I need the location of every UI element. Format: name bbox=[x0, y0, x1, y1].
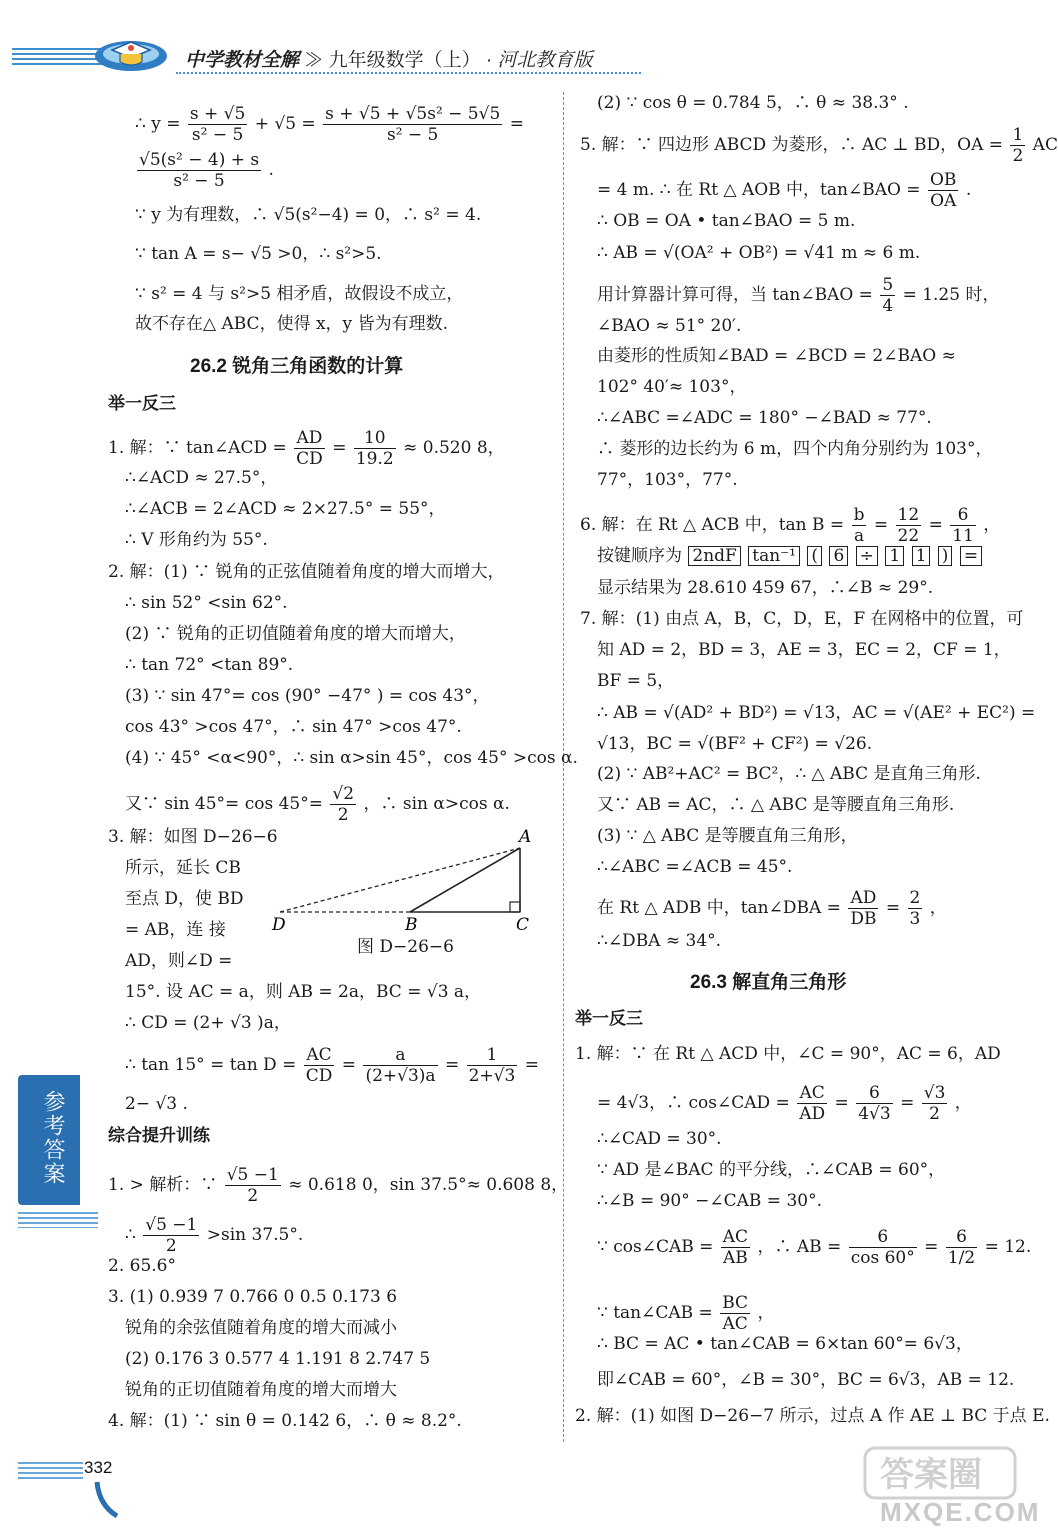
section-heading-26-2: 26.2 锐角三角函数的计算 bbox=[190, 356, 404, 377]
q2-line-2: ∴ sin 52° <sin 62°. bbox=[125, 593, 288, 613]
y-equation-cont: $\frac{\text{√5(s² − 4) + s}}{\text{s² − 5}}$ . bbox=[139, 150, 274, 191]
r-line-23: (3) ∵ △ ABC 是等腰直角三角形， bbox=[597, 826, 858, 846]
footer-stripes bbox=[18, 1462, 83, 1482]
page-number: 332 bbox=[84, 1458, 113, 1477]
label-d: D bbox=[272, 915, 286, 935]
r-line-14-keys: 按键顺序为 2ndF tan⁻¹ ( 6 ÷ 1 1 ) = bbox=[597, 545, 983, 567]
zh-line-8: 4. 解：(1) ∵ sin θ = 0.142 6，∴ θ ≈ 8.2°. bbox=[108, 1411, 462, 1431]
label-b: B bbox=[405, 915, 418, 935]
r-line-4: ∴ OB = OA • tan∠BAO = 5 m. bbox=[597, 211, 856, 231]
s-line-1: 1. 解：∵ 在 Rt △ ACD 中，∠C = 90°，AC = 6，AD bbox=[575, 1044, 1001, 1064]
r-line-13: 6. 解：在 Rt △ ACB 中，tan B = $\frac{b}{a}$ = $\frac{12}{22}$ = $\frac{6}{11}$ ， bbox=[580, 505, 1001, 546]
text-line: ∵ s² = 4 与 s²>5 相矛盾，故假设不成立， bbox=[135, 284, 464, 304]
page-header bbox=[0, 0, 1030, 80]
zh-line-6: (2) 0.176 3 0.577 4 1.191 8 2.747 5 bbox=[125, 1349, 431, 1369]
r-line-5: ∴ AB = √(OA² + OB²) = √41 m ≈ 6 m. bbox=[597, 243, 921, 263]
s-line-2: = 4√3，∴ cos∠CAD = $\frac{AC}{AD}$ = $\frac{6}{4√3}$ = $\frac{√3}{2}$ ， bbox=[597, 1083, 972, 1124]
s-line-5: ∴∠B = 90° −∠CAB = 30°. bbox=[597, 1191, 822, 1211]
r-line-21: (2) ∵ AB²+AC² = BC²，∴ △ ABC 是直角三角形. bbox=[597, 764, 981, 784]
q3-line-8: ∴ tan 15° = tan D = $\frac{AC}{CD}$ = $\frac{a}{(2+√3)a}$ = $\frac{1}{2+√3}$ = bbox=[125, 1045, 539, 1086]
key-6: 6 bbox=[829, 546, 848, 566]
key-divide: ÷ bbox=[856, 546, 878, 566]
q3-line-9: 2− √3 . bbox=[125, 1094, 188, 1114]
q2-line-4: ∴ tan 72° <tan 89°. bbox=[125, 655, 294, 675]
section-heading-26-3: 26.3 解直角三角形 bbox=[690, 972, 847, 993]
zh-line-5: 锐角的余弦值随着角度的增大而减小 bbox=[125, 1318, 397, 1338]
r-line-1: (2) ∵ cos θ = 0.784 5，∴ θ ≈ 38.3° . bbox=[597, 93, 909, 113]
key-close-paren: ) bbox=[938, 546, 953, 566]
q2-line-6: cos 43° >cos 47°，∴ sin 47° >cos 47°. bbox=[125, 717, 462, 737]
subheading-zhts: 综合提升训练 bbox=[108, 1126, 210, 1145]
r-line-6: 用计算器计算可得，当 tan∠BAO = $\frac{5}{4}$ = 1.25 时， bbox=[597, 275, 1000, 316]
key-1b: 1 bbox=[912, 546, 931, 566]
key-2ndf: 2ndF bbox=[688, 546, 740, 566]
text-line: 故不存在△ ABC，使得 x，y 皆为有理数. bbox=[135, 314, 448, 334]
r-line-16: 7. 解：(1) 由点 A，B，C，D，E，F 在网格中的位置，可 bbox=[580, 609, 1024, 629]
r-line-18: BF = 5， bbox=[597, 671, 675, 691]
r-line-10: ∴∠ABC =∠ADC = 180° −∠BAD ≈ 77°. bbox=[597, 408, 932, 428]
r-line-8: 由菱形的性质知∠BAD = ∠BCD = 2∠BAO ≈ bbox=[597, 346, 956, 366]
y-equation: ∴ y = $\frac{s + √5}{\text{s² − 5}}$ + √5 = $\frac{\text{s + √5 + √5s² − 5√5}}{\text{s² − 5}}$ = bbox=[135, 104, 524, 145]
key-open-paren: ( bbox=[807, 546, 822, 566]
s-line-7: ∵ tan∠CAB = $\frac{BC}{AC}$ ， bbox=[597, 1293, 775, 1334]
s-line-3: ∴∠CAD = 30°. bbox=[597, 1129, 722, 1149]
label-a: A bbox=[519, 827, 532, 847]
q3-line-3: 至点 D，使 BD bbox=[125, 889, 244, 909]
subheading-jyfs: 举一反三 bbox=[108, 394, 176, 413]
zh-line-4: 3. (1) 0.939 7 0.766 0 0.5 0.173 6 bbox=[108, 1287, 398, 1307]
key-equals: = bbox=[960, 546, 982, 566]
figure-caption: 图 D−26−6 bbox=[357, 937, 454, 957]
book-logo-icon bbox=[90, 30, 172, 74]
figure-d-26-6 bbox=[270, 826, 550, 936]
text-line: ∵ tan A = s− √5 >0，∴ s²>5. bbox=[135, 244, 382, 264]
s-line-4: ∵ AD 是∠BAC 的平分线，∴∠CAB = 60°， bbox=[597, 1160, 946, 1180]
q3-line-2: 所示，延长 CB bbox=[125, 858, 241, 878]
header-dotted-rule bbox=[176, 72, 641, 74]
q2-line-8: 又∵ sin 45°= cos 45°= $\frac{√2}{2}$ ，∴ sin α>cos α. bbox=[125, 784, 510, 825]
key-1a: 1 bbox=[885, 546, 904, 566]
q3-line-1: 3. 解：如图 D−26−6 bbox=[108, 827, 278, 847]
q3-line-5: AD，则∠D = bbox=[125, 951, 233, 971]
text-line: ∵ y 为有理数，∴ √5(s²−4) = 0，∴ s² = 4. bbox=[135, 205, 482, 225]
q1-line-4: ∴ V 形角约为 55°. bbox=[125, 530, 268, 550]
zh-line-7: 锐角的正切值随着角度的增大而增大 bbox=[125, 1380, 397, 1400]
r-line-2: 5. 解：∵ 四边形 ABCD 为菱形，∴ AC ⊥ BD，OA = $\frac{1}{2}$ AC bbox=[580, 125, 1058, 166]
r-line-9: 102° 40′≈ 103°， bbox=[597, 377, 747, 397]
svg-text:答案圈: 答案圈 bbox=[880, 1455, 982, 1495]
q2-line-7: (4) ∵ 45° <α<90°，∴ sin α>sin 45°，cos 45° >cos α. bbox=[125, 748, 578, 768]
q3-line-4: = AB，连 接 bbox=[125, 920, 226, 940]
s-line-9: 即∠CAB = 60°，∠B = 30°，BC = 6√3，AB = 12. bbox=[597, 1370, 1015, 1390]
q2-line-5: (3) ∵ sin 47°= cos (90° −47° ) = cos 43°， bbox=[125, 686, 490, 706]
r-line-26: ∴∠DBA ≈ 34°. bbox=[597, 931, 722, 951]
watermark-text: MXQE.COM bbox=[880, 1497, 1041, 1527]
zh-line-1: 1. > 解析：∵ $\frac{√5 -1}{2}$ ≈ 0.618 0，sin 37.5°≈ 0.608 8， bbox=[108, 1165, 569, 1206]
q1-line-2: ∴∠ACD ≈ 27.5°， bbox=[125, 468, 278, 488]
zh-line-3: 2. 65.6° bbox=[108, 1256, 176, 1276]
r-line-15: 显示结果为 28.610 459 67，∴∠B ≈ 29°. bbox=[597, 578, 934, 598]
r-line-7: ∠BAO ≈ 51° 20′. bbox=[597, 316, 742, 336]
q3-line-7: ∴ CD = (2+ √3 )a， bbox=[125, 1013, 291, 1033]
r-line-12: 77°，103°，77°. bbox=[597, 470, 738, 490]
r-line-3: = 4 m. ∴ 在 Rt △ AOB 中，tan∠BAO = $\frac{OB}{OA}$ . bbox=[597, 170, 972, 211]
q2-line-1: 2. 解：(1) ∵ 锐角的正弦值随着角度的增大而增大， bbox=[108, 562, 505, 582]
label-c: C bbox=[516, 915, 530, 935]
s-line-10: 2. 解：(1) 如图 D−26−7 所示，过点 A 作 AE ⊥ BC 于点 E. bbox=[575, 1406, 1050, 1426]
side-tab-label: 参考答案 bbox=[41, 1090, 66, 1186]
q3-line-6: 15°. 设 AC = a，则 AB = 2a，BC = √3 a， bbox=[125, 982, 482, 1002]
side-stripes bbox=[18, 1212, 98, 1228]
s-line-8: ∴ BC = AC • tan∠CAB = 6×tan 60°= 6√3， bbox=[597, 1334, 973, 1354]
zh-line-2: ∴ $\frac{√5 -1}{2}$ >sin 37.5°. bbox=[125, 1215, 304, 1256]
key-tan-inverse: tan⁻¹ bbox=[748, 546, 800, 566]
r-line-17: 知 AD = 2，BD = 3，AE = 3，EC = 2，CF = 1， bbox=[597, 640, 1011, 660]
r-line-22: 又∵ AB = AC，∴ △ ABC 是等腰直角三角形. bbox=[597, 795, 955, 815]
q1-line-1: 1. 解：∵ tan∠ACD = $\frac{AD}{CD}$ = $\frac{10}{19.2}$ ≈ 0.520 8， bbox=[108, 428, 505, 469]
subheading-jyfs-2: 举一反三 bbox=[575, 1009, 643, 1028]
s-line-6: ∵ cos∠CAB = $\frac{AC}{AB}$ ，∴ AB = $\frac{6}{\cos 60^\circ}$ = $\frac{6}{1/2}$ = 12. bbox=[597, 1227, 1032, 1268]
r-line-19: ∴ AB = √(AD² + BD²) = √13，AC = √(AE² + EC²) = bbox=[597, 703, 1036, 723]
header-title: 中学教材全解 ≫ 九年级数学（上） · 河北教育版 bbox=[185, 50, 593, 71]
page-corner-curve-icon bbox=[95, 1480, 125, 1520]
q1-line-3: ∴∠ACB = 2∠ACD ≈ 2×27.5° = 55°， bbox=[125, 499, 446, 519]
r-line-20: √13，BC = √(BF² + CF²) = √26. bbox=[597, 734, 873, 754]
q2-line-3: (2) ∵ 锐角的正切值随着角度的增大而增大， bbox=[125, 624, 466, 644]
r-line-24: ∴∠ABC =∠ACB = 45°. bbox=[597, 857, 793, 877]
r-line-11: ∴ 菱形的边长约为 6 m，四个内角分别约为 103°， bbox=[597, 439, 993, 459]
r-line-25: 在 Rt △ ADB 中，tan∠DBA = $\frac{AD}{DB}$ = $\frac{2}{3}$ ， bbox=[597, 888, 947, 929]
